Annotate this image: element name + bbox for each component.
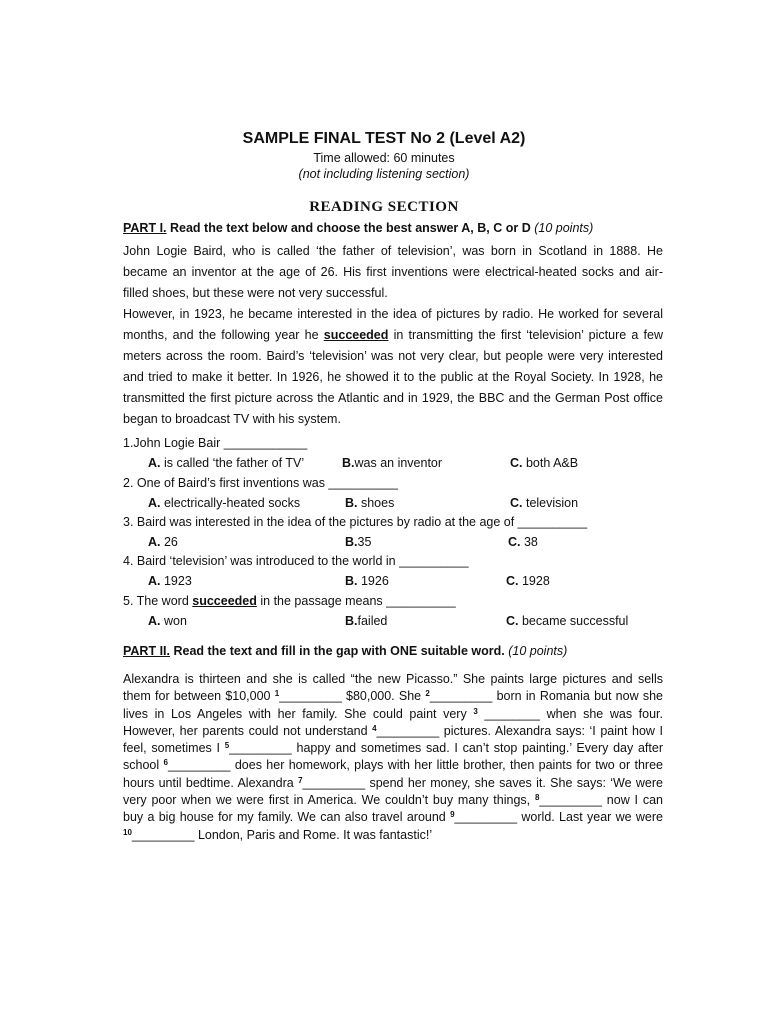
passage-paragraph-2 — [123, 304, 663, 430]
reading-section-title: READING SECTION — [309, 199, 459, 215]
option-letter: C. — [510, 496, 523, 510]
highlighted-word: succeeded — [323, 328, 389, 342]
question-text: 5. The word — [123, 594, 193, 608]
part1-instruction: Read the text below and choose the best answer A, B, C or D — [166, 221, 531, 235]
gap-number: 8 — [534, 793, 540, 803]
gap-number: 5 — [224, 741, 230, 751]
gap-number: 7 — [298, 775, 303, 785]
option-letter: A. — [148, 535, 161, 549]
question-text: in the passage means __________ — [256, 594, 456, 608]
question-1: 1.John Logie Bair ____________ — [123, 436, 308, 450]
q5-option-c[interactable] — [506, 614, 628, 628]
option-text: both A&B — [522, 456, 579, 470]
option-text: was an inventor — [354, 456, 443, 470]
q4-option-b[interactable] — [345, 574, 389, 588]
passage-text: _________ does her homework, plays with her little brother, then paints for two or three hours until bedtime. Alexandra — [123, 758, 664, 790]
option-text: 26 — [160, 535, 178, 549]
q4-option-c[interactable] — [506, 574, 550, 588]
passage-text: _________ London, Paris and Rome. It was fantastic!’ — [131, 827, 433, 842]
option-letter: A. — [148, 574, 161, 588]
part2-instruction: Read the text and fill in the gap with ONE suitable word. — [170, 644, 505, 658]
q3-option-b[interactable] — [345, 535, 371, 549]
option-letter: A. — [148, 456, 161, 470]
part1-label: PART I. — [123, 221, 167, 235]
highlighted-word: succeeded — [192, 594, 257, 608]
gap-number: 9 — [450, 810, 455, 820]
part1-passage — [123, 241, 663, 430]
gap-number: 4 — [372, 723, 377, 733]
part2-label: PART II. — [123, 644, 170, 658]
q2-option-a[interactable] — [148, 496, 300, 510]
passage-text: _________ spend her money, she saves it. She says: ‘We were very poor when we were first in America. We couldn’t buy many things, — [123, 775, 663, 808]
q2-option-c[interactable] — [510, 496, 578, 510]
option-letter: C. — [506, 574, 519, 588]
option-letter: A. — [148, 614, 161, 628]
question-2: 2. One of Baird’s first inventions was __________ — [123, 476, 398, 490]
passage-paragraph-1: John Logie Baird, who is called ‘the father of television’, was born in Scotland in 1888. He became an inventor at the age of 26. His first inventions were electrical-heated socks and air-filled shoes, but these were not very successful. — [123, 244, 663, 300]
q1-option-a[interactable] — [148, 456, 304, 470]
part2-passage — [123, 671, 663, 844]
q3-option-a[interactable] — [148, 535, 178, 549]
option-letter: B. — [345, 614, 358, 628]
passage-text: in transmitting the first ‘television’ picture a few meters across the room. Baird’s ‘television’ was not very clear, but people were very interested and tried to make it better. In 1926, he showed it to the public at the Royal Society. In 1928, he transmitted the first picture across the Atlantic and in 1929, the BBC and the German Post office began to broadcast TV with his system. — [123, 328, 663, 426]
passage-text: _________ happy and sometimes sad. I can’t stop painting.’ Every day after school — [123, 741, 663, 773]
option-letter: B. — [342, 456, 355, 470]
option-text: television — [522, 496, 579, 510]
gap-number: 3 — [473, 706, 478, 716]
question-4: 4. Baird ‘television’ was introduced to the world in __________ — [123, 554, 469, 568]
part2-points: (10 points) — [504, 644, 568, 658]
option-text: 35 — [357, 535, 372, 549]
option-text: electrically-heated socks — [160, 496, 301, 510]
passage-text: However, in 1923, he became interested in the idea of pictures by radio. He worked for several months, and the following year he — [123, 307, 663, 342]
q5-option-b[interactable] — [345, 614, 387, 628]
option-text: failed — [357, 614, 388, 628]
passage-text: _________ born in Romania but now she lives in Los Angeles with her family. She could paint very — [123, 689, 663, 721]
option-text: shoes — [357, 496, 395, 510]
listening-note: (not including listening section) — [298, 167, 470, 181]
option-text: became successful — [518, 614, 629, 628]
gap-number: 1 — [274, 689, 280, 699]
time-allowed: Time allowed: 60 minutes — [313, 151, 455, 165]
q1-option-b[interactable] — [342, 456, 442, 470]
option-text: won — [160, 614, 187, 628]
q3-option-c[interactable] — [508, 535, 538, 549]
option-letter: B. — [345, 496, 358, 510]
gap-number: 10 — [123, 827, 132, 837]
question-3: 3. Baird was interested in the idea of the pictures by radio at the age of __________ — [123, 515, 588, 529]
q5-option-a[interactable] — [148, 614, 187, 628]
option-letter: C. — [510, 456, 523, 470]
q4-option-a[interactable] — [148, 574, 192, 588]
part2-heading — [123, 644, 643, 658]
gap-number: 2 — [425, 689, 430, 699]
option-letter: C. — [506, 614, 519, 628]
passage-text: ________ when she was four. However, her parents could not understand — [123, 706, 663, 738]
question-5 — [123, 594, 456, 608]
gap-number: 6 — [163, 758, 168, 768]
option-text: 1923 — [160, 574, 192, 588]
passage-text: Alexandra is thirteen and she is called “the new Picasso.” She paints large pictures and sells them for between $10,000 — [123, 672, 663, 704]
option-letter: A. — [148, 496, 161, 510]
part1-points: (10 points) — [534, 221, 594, 235]
q1-option-c[interactable] — [510, 456, 578, 470]
q2-option-b[interactable] — [345, 496, 394, 510]
passage-text: _________ $80,000. She — [279, 689, 426, 704]
option-letter: B. — [345, 574, 358, 588]
option-letter: C. — [508, 535, 521, 549]
passage-text: _________ pictures. Alexandra says: ‘I paint how I feel, sometimes I — [123, 723, 663, 756]
option-letter: B. — [345, 535, 358, 549]
passage-text: _________ world. Last year we were — [454, 810, 663, 825]
page-title: SAMPLE FINAL TEST No 2 (Level A2) — [242, 130, 526, 147]
option-text: 1926 — [357, 574, 389, 588]
option-text: 38 — [520, 535, 538, 549]
passage-text: _________ now I can buy a big house for my family. We can also travel around — [123, 793, 664, 825]
option-text: is called ‘the father of TV’ — [160, 456, 305, 470]
part1-heading — [123, 221, 643, 235]
option-text: 1928 — [518, 574, 550, 588]
